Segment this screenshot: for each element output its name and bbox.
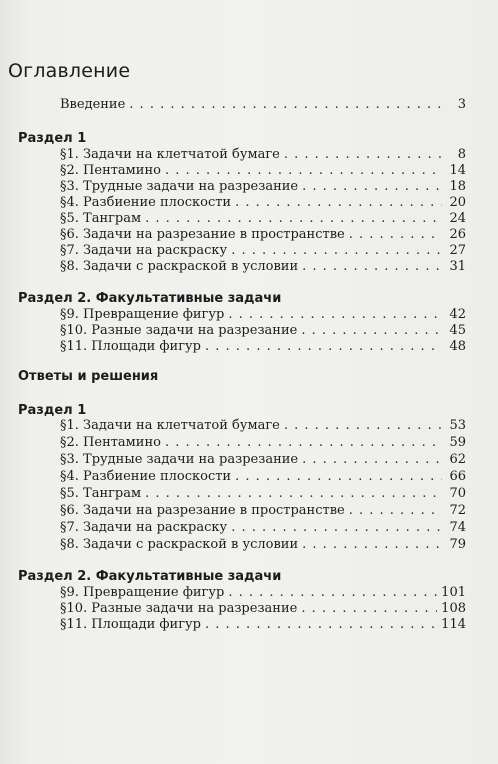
toc-entry-label: §6. Задачи на разрезание в пространстве (60, 227, 345, 242)
dot-leader (231, 243, 442, 259)
dot-leader (235, 195, 442, 211)
toc-entry[interactable] (60, 503, 466, 519)
toc-entry-label: §5. Танграм (60, 211, 142, 226)
dot-leader (301, 323, 442, 339)
toc-entry-label: §3. Трудные задачи на разрезание (60, 179, 299, 194)
toc-entry-page: 18 (449, 179, 466, 194)
dot-leader (349, 503, 442, 519)
toc-entry-page: 74 (449, 520, 466, 535)
toc-entry[interactable] (60, 147, 466, 163)
toc-entry[interactable] (60, 323, 466, 339)
dot-leader (205, 617, 437, 633)
toc-entry-page: 62 (449, 452, 466, 467)
dot-leader (302, 259, 442, 275)
toc-entry[interactable] (60, 179, 466, 195)
toc-entry-page: 59 (449, 435, 466, 450)
dot-leader (145, 486, 442, 502)
toc-entry[interactable] (60, 601, 466, 617)
toc-entry-page: 20 (449, 195, 466, 210)
toc-entry[interactable] (60, 195, 466, 211)
dot-leader (302, 452, 442, 468)
dot-leader (302, 179, 442, 195)
toc-entry[interactable] (60, 617, 466, 633)
dot-leader (145, 211, 442, 227)
toc-entry-page: 53 (449, 418, 466, 433)
toc-entry[interactable] (60, 435, 466, 451)
toc-entry-label: §2. Пентамино (60, 163, 161, 178)
toc-entry-page: 27 (449, 243, 466, 258)
toc-entry-label: §9. Превращение фигур (60, 585, 225, 600)
toc-entry[interactable] (60, 307, 466, 323)
toc-entry-intro[interactable] (60, 97, 466, 113)
toc-entry-page: 79 (449, 537, 466, 552)
toc-entry-page: 42 (449, 307, 466, 322)
dot-leader (349, 227, 442, 243)
section-heading-answers: Ответы и решения (18, 369, 159, 384)
toc-entry-page: 72 (449, 503, 466, 518)
toc-entry-label: §7. Задачи на раскраску (60, 520, 228, 535)
dot-leader (205, 339, 442, 355)
toc-entry-label: §5. Танграм (60, 486, 142, 501)
toc-entry-label: §8. Задачи с раскраской в условии (60, 259, 299, 274)
section-heading-part2: Раздел 2. Факультативные задачи (18, 291, 282, 306)
toc-entry[interactable] (60, 452, 466, 468)
toc-entry-page: 70 (449, 486, 466, 501)
dot-leader (301, 601, 437, 617)
toc-entry-label: §6. Задачи на разрезание в пространстве (60, 503, 345, 518)
toc-entry-page: 108 (441, 601, 466, 616)
toc-entry-label: §3. Трудные задачи на разрезание (60, 452, 299, 467)
toc-entry-label: §8. Задачи с раскраской в условии (60, 537, 299, 552)
toc-entry-page: 3 (457, 97, 466, 112)
toc-entry[interactable] (60, 163, 466, 179)
toc-entry-label: Введение (60, 97, 126, 112)
toc-entry[interactable] (60, 469, 466, 485)
toc-entry[interactable] (60, 227, 466, 243)
dot-leader (231, 520, 442, 536)
dot-leader (165, 163, 442, 179)
toc-entry-page: 101 (441, 585, 466, 600)
toc-entry-label: §1. Задачи на клетчатой бумаге (60, 418, 280, 433)
section-heading-part1: Раздел 1 (18, 131, 87, 146)
toc-entry-page: 8 (457, 147, 466, 162)
section-heading-answers-part1: Раздел 1 (18, 403, 87, 418)
toc-entry[interactable] (60, 418, 466, 434)
toc-entry-page: 45 (449, 323, 466, 338)
toc-entry[interactable] (60, 537, 466, 553)
toc-entry[interactable] (60, 520, 466, 536)
page-title: Оглавление (8, 60, 131, 82)
dot-leader (129, 97, 442, 113)
toc-entry-label: §10. Разные задачи на разрезание (60, 323, 298, 338)
dot-leader (302, 537, 442, 553)
toc-entry-page: 66 (449, 469, 466, 484)
dot-leader (228, 585, 437, 601)
toc-entry[interactable] (60, 585, 466, 601)
toc-entry-label: §10. Разные задачи на разрезание (60, 601, 298, 616)
toc-entry-label: §2. Пентамино (60, 435, 161, 450)
toc-entry-label: §4. Разбиение плоскости (60, 469, 232, 484)
toc-entry-label: §4. Разбиение плоскости (60, 195, 232, 210)
toc-entry-page: 26 (449, 227, 466, 242)
toc-entry[interactable] (60, 243, 466, 259)
dot-leader (284, 147, 442, 163)
toc-entry[interactable] (60, 259, 466, 275)
toc-entry-page: 14 (449, 163, 466, 178)
toc-entry-label: §11. Площади фигур (60, 339, 201, 354)
toc-entry-label: §11. Площади фигур (60, 617, 201, 632)
toc-entry[interactable] (60, 211, 466, 227)
toc-entry-page: 114 (441, 617, 466, 632)
dot-leader (235, 469, 442, 485)
toc-entry[interactable] (60, 486, 466, 502)
toc-entry[interactable] (60, 339, 466, 355)
dot-leader (284, 418, 442, 434)
dot-leader (228, 307, 442, 323)
toc-entry-page: 48 (449, 339, 466, 354)
toc-entry-label: §1. Задачи на клетчатой бумаге (60, 147, 280, 162)
toc-entry-label: §9. Превращение фигур (60, 307, 225, 322)
toc-entry-page: 24 (449, 211, 466, 226)
toc-entry-page: 31 (449, 259, 466, 274)
section-heading-answers-part2: Раздел 2. Факультативные задачи (18, 569, 282, 584)
dot-leader (165, 435, 442, 451)
toc-entry-label: §7. Задачи на раскраску (60, 243, 228, 258)
